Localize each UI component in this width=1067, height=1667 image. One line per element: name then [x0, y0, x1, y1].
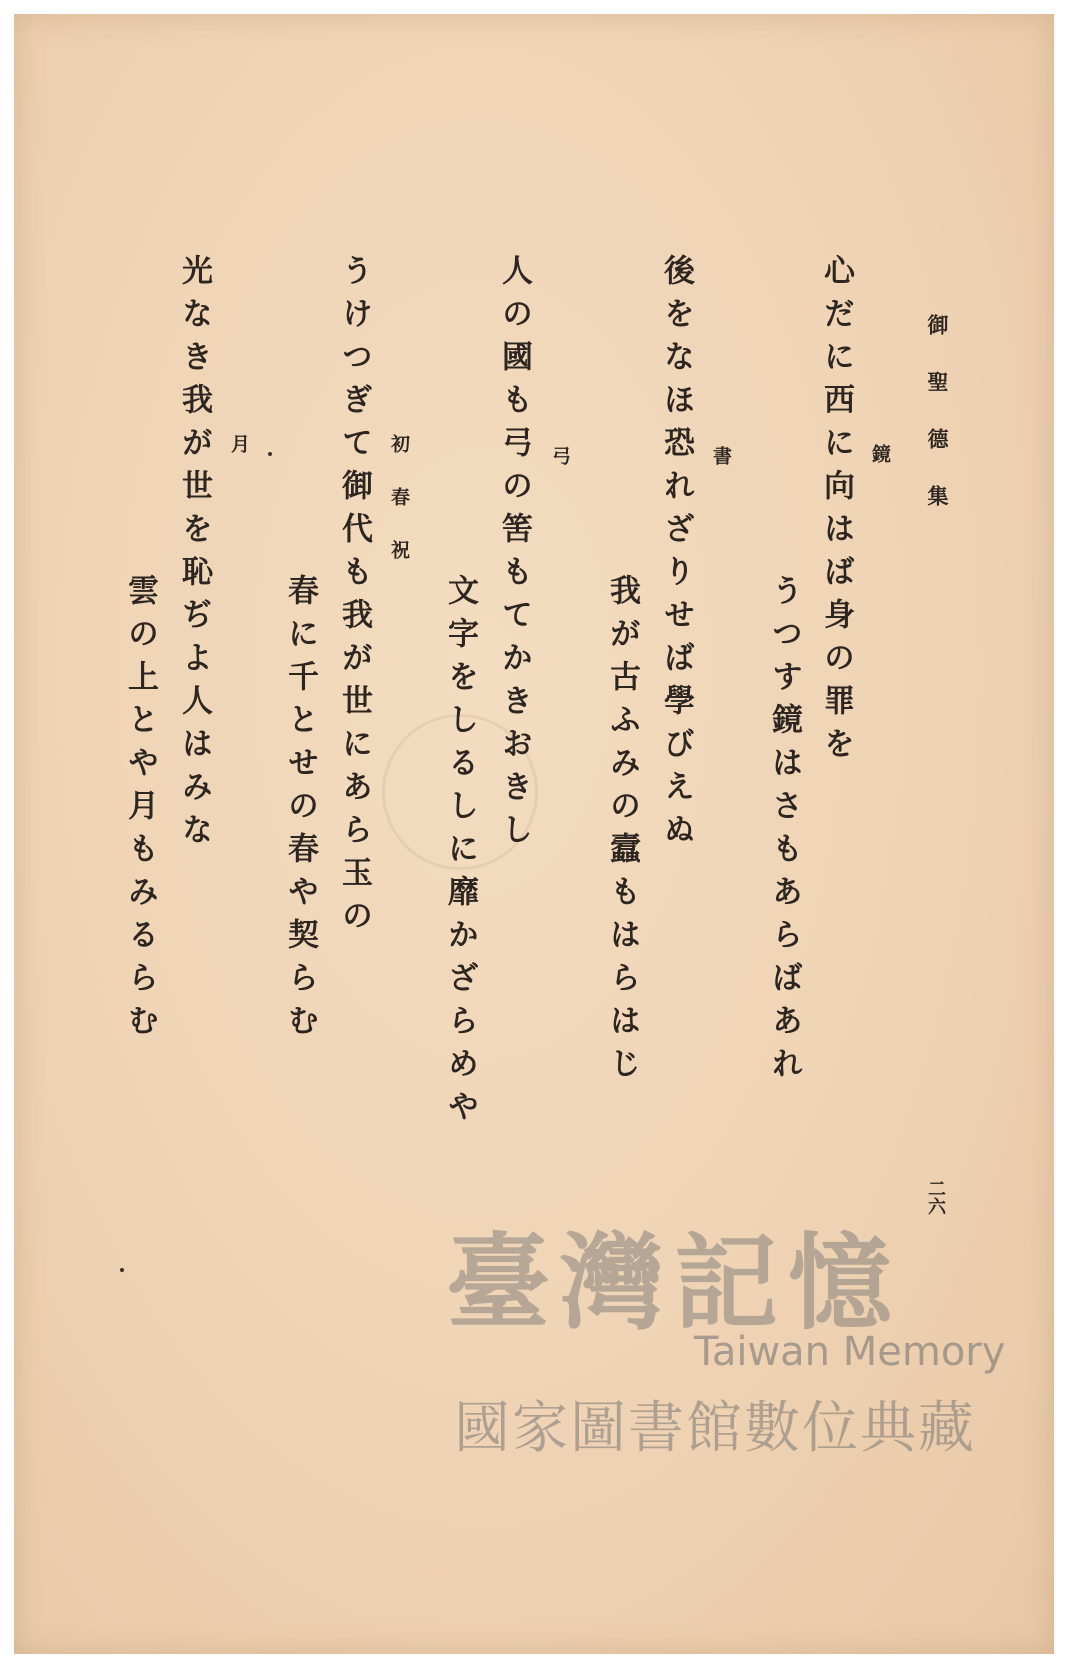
poem-2-line-1: 後をなほ恐れざりせば學びえぬ	[658, 254, 694, 856]
ink-speck	[120, 1268, 124, 1272]
poem-3-line-1: 人の國も弓の筈もてかきおきし	[496, 254, 532, 856]
bleed-through-text	[904, 574, 944, 742]
book-page	[14, 14, 1054, 1654]
poem-4-line-2: 春に千とせの春や契らむ	[282, 574, 318, 1047]
national-library-label: 國家圖書館數位典藏	[454, 1396, 976, 1461]
poem-title-moon: 月	[228, 434, 250, 487]
ink-speck	[268, 452, 272, 456]
poem-5-line-1: 光なき我が世を恥ぢよ人はみな	[176, 254, 212, 856]
poem-title-book: 書	[710, 446, 732, 499]
poem-title-bow: 弓	[549, 446, 571, 499]
poem-1-line-2: うつす鏡はさもあらばあれ	[766, 574, 802, 1090]
poem-2-line-2: 我が古ふみの蠧もはらはじ	[604, 574, 640, 1090]
taiwan-memory-english: Taiwan Memory	[694, 1329, 1006, 1375]
poem-4-line-1: うけつぎて御代も我が世にあら玉の	[336, 254, 372, 942]
book-title-header: 御聖德集	[925, 314, 950, 542]
poem-3-line-2: 文字をしるしに靡かざらめや	[442, 574, 478, 1133]
poem-title-mirror: 鏡	[869, 444, 891, 497]
page-number: 二六	[925, 1179, 946, 1215]
poem-1-line-1: 心だに西に向はば身の罪を	[818, 254, 854, 770]
poem-5-line-2: 雲の上とや月もみるらむ	[122, 574, 158, 1047]
poem-title-new-year: 初春祝	[388, 434, 410, 593]
taiwan-memory-logo: 臺灣記憶	[446, 1221, 903, 1344]
